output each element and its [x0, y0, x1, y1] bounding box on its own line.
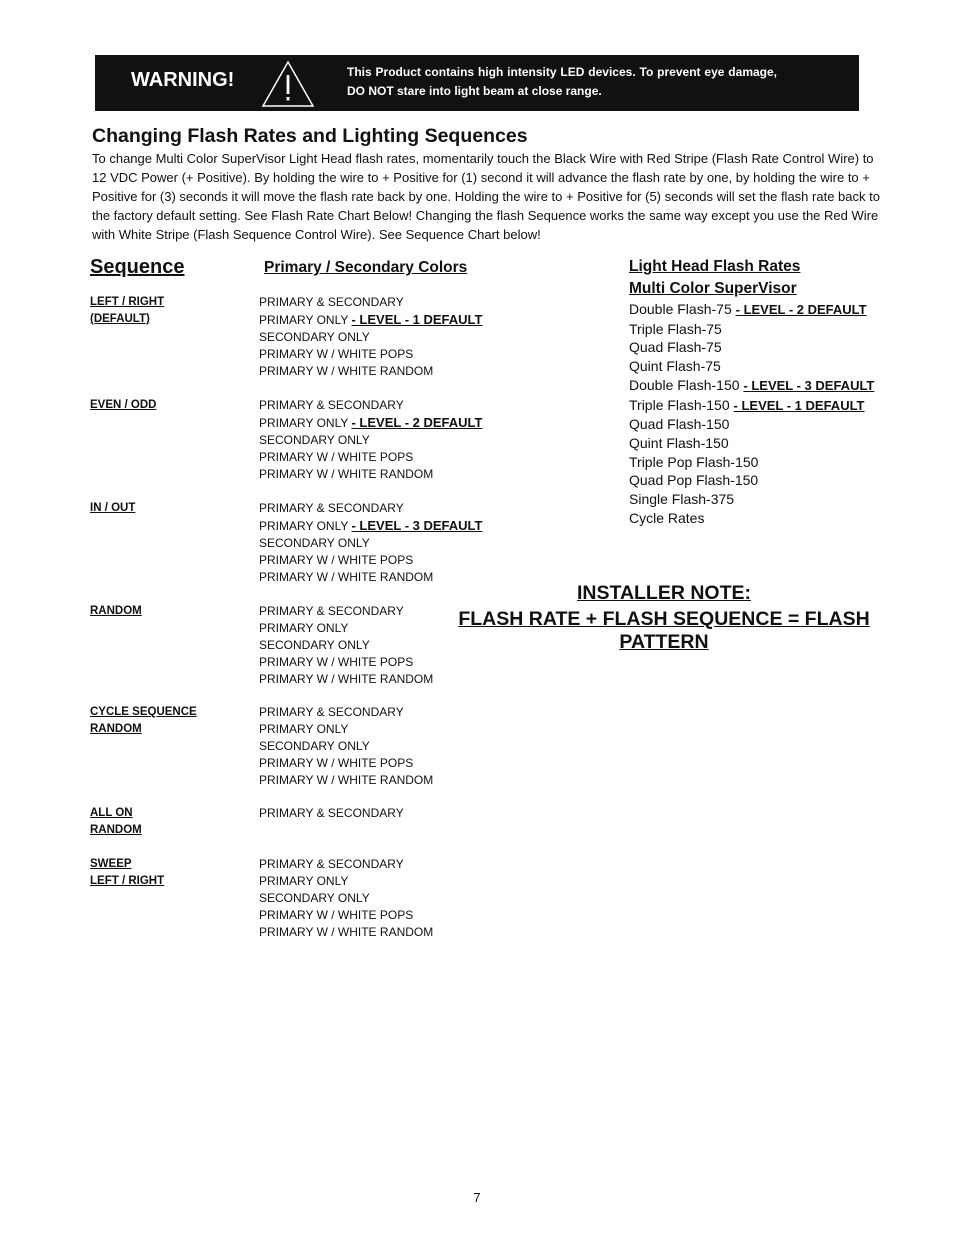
color-option-label: PRIMARY W / WHITE POPS	[259, 347, 414, 361]
flash-rate-label: Double Flash-150	[629, 376, 744, 393]
installer-note-title: INSTALLER NOTE:	[576, 582, 752, 604]
color-option	[259, 671, 433, 688]
warning-banner	[95, 55, 859, 111]
color-option	[259, 329, 482, 346]
color-option	[259, 805, 404, 822]
color-option	[259, 738, 433, 755]
sequence-name-line: EVEN / ODD	[90, 399, 157, 411]
color-option	[259, 654, 433, 671]
installer-note-formula: FLASH RATE + FLASH SEQUENCE = FLASH PATTERN	[458, 608, 870, 653]
flash-rate-label: Quad Flash-150	[629, 416, 730, 433]
color-option	[259, 363, 482, 380]
color-option-label: PRIMARY W / WHITE POPS	[259, 553, 414, 567]
warning-text: This Product contains high intensity LED devices. To prevent eye damage, DO NOT stare into light beam at close range.	[347, 65, 777, 98]
flash-rates-list	[629, 300, 919, 527]
sequence-options	[259, 603, 433, 688]
color-option	[259, 620, 433, 637]
color-option	[259, 466, 482, 483]
sequence-name-line: SWEEP	[90, 858, 132, 870]
sequence-name	[90, 500, 135, 517]
sequence-name	[90, 805, 142, 839]
flash-rate-item	[629, 320, 919, 339]
sequence-options	[259, 294, 482, 380]
flash-rate-item	[629, 415, 919, 434]
color-option-label: PRIMARY W / WHITE POPS	[259, 450, 414, 464]
color-option-label: PRIMARY W / WHITE RANDOM	[259, 672, 434, 686]
color-option-label: PRIMARY ONLY	[259, 519, 352, 533]
sequence-name	[90, 294, 164, 328]
color-option-label: PRIMARY & SECONDARY	[259, 604, 404, 618]
flash-rate-label: Quint Flash-150	[629, 434, 729, 451]
flash-rates-subtitle: Multi Color SuperVisor	[629, 280, 797, 297]
color-option-label: PRIMARY W / WHITE POPS	[259, 908, 414, 922]
color-option-label: PRIMARY ONLY	[259, 416, 352, 430]
sequence-name-line: LEFT / RIGHT	[90, 875, 165, 887]
color-option-label: PRIMARY & SECONDARY	[259, 857, 404, 871]
default-level-marker: - LEVEL - 2 DEFAULT	[735, 302, 867, 317]
default-level-marker: - LEVEL - 1 DEFAULT	[351, 312, 483, 327]
color-option	[259, 924, 433, 941]
default-level-marker: - LEVEL - 3 DEFAULT	[743, 377, 875, 393]
page-heading: Changing Flash Rates and Lighting Sequences	[92, 125, 528, 147]
flash-rate-label: Double Flash-75	[629, 301, 736, 317]
flash-rate-item	[629, 490, 919, 509]
color-option	[259, 856, 433, 873]
flash-rates-heading	[629, 256, 919, 300]
flash-rates-chart	[629, 256, 919, 527]
color-option	[259, 397, 482, 414]
color-option-label: PRIMARY W / WHITE RANDOM	[259, 570, 434, 584]
flash-rate-label: Single Flash-375	[629, 491, 735, 508]
sequence-options	[259, 397, 482, 483]
warning-triangle-icon	[260, 59, 316, 109]
sequence-name-line: CYCLE SEQUENCE	[90, 706, 197, 718]
color-option	[259, 890, 433, 907]
flash-rate-label: Quad Pop Flash-150	[629, 472, 759, 489]
color-option-label: SECONDARY ONLY	[259, 330, 370, 344]
flash-rate-item	[629, 338, 919, 357]
flash-rate-item	[629, 509, 919, 528]
color-option-label: PRIMARY W / WHITE RANDOM	[259, 925, 434, 939]
color-option	[259, 535, 482, 552]
color-option	[259, 721, 433, 738]
color-option-label: SECONDARY ONLY	[259, 638, 370, 652]
sequence-heading: Sequence	[90, 256, 185, 278]
color-option	[259, 873, 433, 890]
flash-rate-label: Triple Pop Flash-150	[629, 453, 759, 470]
color-option	[259, 772, 433, 789]
color-option	[259, 346, 482, 363]
flash-rate-item	[629, 453, 919, 472]
sequence-name-line: RANDOM	[90, 723, 142, 735]
color-option-label: SECONDARY ONLY	[259, 433, 370, 447]
color-option	[259, 637, 433, 654]
color-option-label: PRIMARY & SECONDARY	[259, 398, 404, 412]
color-option-label: PRIMARY W / WHITE POPS	[259, 756, 414, 770]
sequence-name-line: RANDOM	[90, 605, 142, 617]
color-option	[259, 449, 482, 466]
color-option-label: PRIMARY & SECONDARY	[259, 501, 404, 515]
sequence-name-line: (DEFAULT)	[90, 313, 150, 325]
flash-rate-label: Cycle Rates	[629, 509, 705, 526]
color-option	[259, 294, 482, 311]
sequence-name-line: LEFT / RIGHT	[90, 296, 165, 308]
sequence-name	[90, 397, 156, 414]
sequence-name-line: IN / OUT	[90, 502, 136, 514]
flash-rate-item	[629, 471, 919, 490]
flash-rate-label: Triple Flash-75	[629, 320, 722, 337]
sequence-name-line: RANDOM	[90, 824, 142, 836]
flash-rate-item	[629, 376, 919, 396]
color-option-label: PRIMARY W / WHITE RANDOM	[259, 364, 434, 378]
default-level-marker: - LEVEL - 2 DEFAULT	[351, 415, 483, 430]
color-option	[259, 755, 433, 772]
color-option-label: PRIMARY & SECONDARY	[259, 806, 404, 820]
color-option	[259, 500, 482, 517]
sequence-options	[259, 704, 433, 789]
color-option	[259, 432, 482, 449]
color-option-label: SECONDARY ONLY	[259, 536, 370, 550]
color-option-label: PRIMARY ONLY	[259, 621, 349, 635]
colors-heading: Primary / Secondary Colors	[264, 259, 468, 276]
color-option-label: PRIMARY & SECONDARY	[259, 705, 404, 719]
color-option	[259, 907, 433, 924]
sequence-name	[90, 856, 164, 890]
color-option-label: SECONDARY ONLY	[259, 739, 370, 753]
flash-rate-item	[629, 396, 919, 416]
color-option	[259, 311, 482, 329]
flash-rate-label: Quint Flash-75	[629, 358, 721, 375]
sequence-options	[259, 500, 482, 586]
color-option-label: PRIMARY W / WHITE POPS	[259, 655, 414, 669]
sequence-options	[259, 856, 433, 941]
color-option-label: SECONDARY ONLY	[259, 891, 370, 905]
color-option-label: PRIMARY W / WHITE RANDOM	[259, 467, 434, 481]
color-option	[259, 603, 433, 620]
color-option-label: PRIMARY & SECONDARY	[259, 295, 404, 309]
flash-rate-item	[629, 300, 919, 320]
color-option	[259, 414, 482, 432]
color-option-label: PRIMARY ONLY	[259, 313, 352, 327]
color-option-label: PRIMARY ONLY	[259, 874, 349, 888]
default-level-marker: - LEVEL - 3 DEFAULT	[351, 518, 483, 533]
flash-rate-label: Quad Flash-75	[629, 339, 722, 356]
color-option-label: PRIMARY ONLY	[259, 722, 349, 736]
intro-paragraph: To change Multi Color SuperVisor Light Head flash rates, momentarily touch the Black Wire with Red Stripe (Flash Rate Control Wire) to 12 VDC Power (+ Positive). By holding the wire to + Positive for (1) second it will advance the flash rate by one, by holding the wire to + Positive for (3) seconds it will move the flash rate back by one. Holding the wire to + Positive for (5) seconds will set the flash rate back to the factory default setting. See Flash Rate Chart Below! Changing the flash Sequence works the same way except you use the Red Wire with White Stripe (Flash Sequence Control Wire). See Sequence Chart below!	[92, 151, 880, 242]
color-option	[259, 704, 433, 721]
sequence-name-line: ALL ON	[90, 807, 133, 819]
flash-rate-label: Triple Flash-150	[629, 396, 734, 413]
sequence-name	[90, 603, 142, 620]
default-level-marker: - LEVEL - 1 DEFAULT	[733, 397, 865, 413]
sequence-options	[259, 805, 404, 822]
flash-rate-item	[629, 357, 919, 376]
color-option	[259, 517, 482, 535]
sequence-name	[90, 704, 197, 738]
flash-rates-title: Light Head Flash Rates	[629, 258, 801, 275]
warning-label: WARNING!	[131, 69, 235, 91]
color-option	[259, 552, 482, 569]
flash-rate-item	[629, 434, 919, 453]
page-number: 7	[473, 1190, 481, 1205]
color-option-label: PRIMARY W / WHITE RANDOM	[259, 773, 434, 787]
